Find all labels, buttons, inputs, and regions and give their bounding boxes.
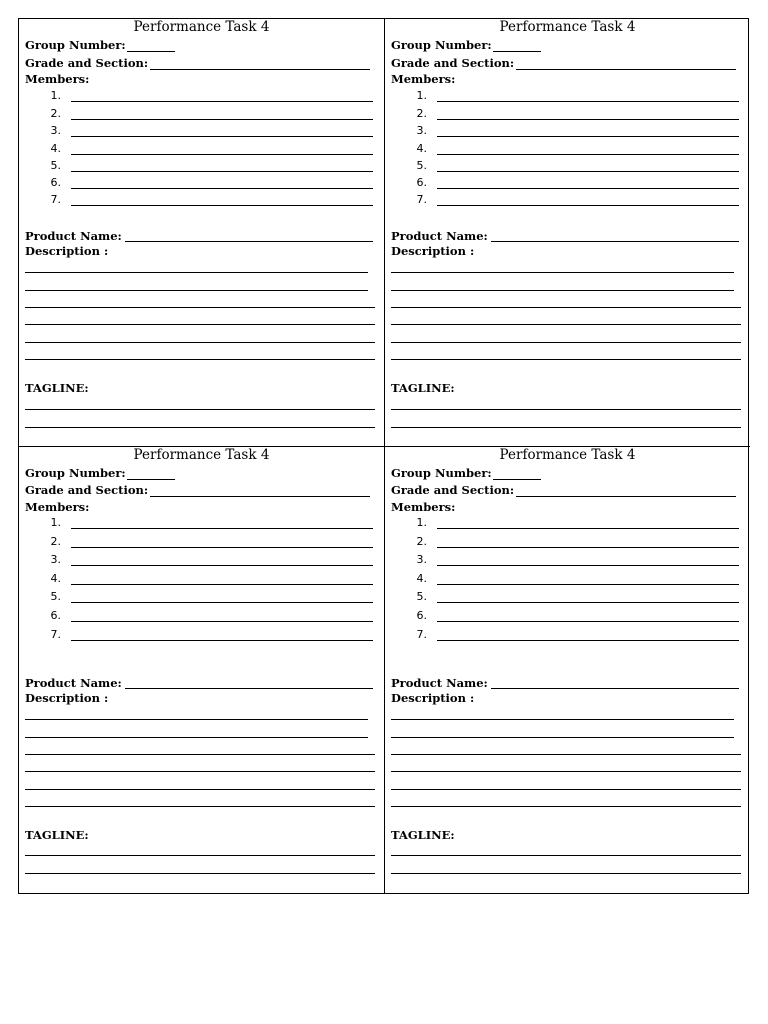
description-line[interactable] — [391, 324, 741, 325]
member-number: 2. — [416, 107, 427, 120]
member-number: 1. — [50, 516, 61, 529]
member-number: 7. — [50, 628, 61, 641]
task-card-4 — [385, 447, 750, 893]
tagline-line[interactable] — [391, 427, 741, 428]
tagline-label: TAGLINE: — [391, 828, 455, 842]
members-label: Members: — [391, 500, 456, 514]
description-line[interactable] — [25, 771, 375, 772]
description-label: Description : — [25, 691, 109, 705]
tagline-line[interactable] — [25, 873, 375, 874]
member-number: 6. — [416, 176, 427, 189]
member-blank[interactable] — [71, 171, 373, 172]
group-number-label: Group Number: — [25, 38, 126, 52]
product-name-blank[interactable] — [491, 688, 739, 689]
member-blank[interactable] — [71, 640, 373, 641]
description-line[interactable] — [25, 737, 368, 738]
description-line[interactable] — [391, 359, 741, 360]
tagline-line[interactable] — [391, 855, 741, 856]
members-label: Members: — [391, 72, 456, 86]
description-line[interactable] — [391, 290, 734, 291]
description-line[interactable] — [25, 307, 375, 308]
member-blank[interactable] — [437, 119, 739, 120]
description-line[interactable] — [25, 290, 368, 291]
member-blank[interactable] — [71, 528, 373, 529]
member-number: 3. — [50, 124, 61, 137]
member-blank[interactable] — [437, 602, 739, 603]
description-line[interactable] — [25, 789, 375, 790]
group-number-blank[interactable] — [493, 479, 541, 480]
member-number: 1. — [50, 89, 61, 102]
member-number: 7. — [50, 193, 61, 206]
member-blank[interactable] — [71, 188, 373, 189]
group-number-blank[interactable] — [493, 51, 541, 52]
description-line[interactable] — [391, 719, 734, 720]
description-line[interactable] — [391, 342, 741, 343]
card-title: Performance Task 4 — [499, 19, 636, 35]
member-blank[interactable] — [437, 528, 739, 529]
member-blank[interactable] — [71, 101, 373, 102]
grade-section-label: Grade and Section: — [391, 56, 515, 70]
member-blank[interactable] — [437, 584, 739, 585]
product-name-label: Product Name: — [25, 229, 122, 243]
member-blank[interactable] — [437, 565, 739, 566]
member-blank[interactable] — [437, 101, 739, 102]
tagline-line[interactable] — [391, 873, 741, 874]
task-card-1 — [19, 19, 385, 447]
task-card-3 — [19, 447, 385, 893]
member-blank[interactable] — [71, 621, 373, 622]
grade-section-blank[interactable] — [150, 69, 370, 70]
grade-section-blank[interactable] — [150, 496, 370, 497]
description-line[interactable] — [391, 771, 741, 772]
member-number: 7. — [416, 193, 427, 206]
member-number: 2. — [50, 535, 61, 548]
member-number: 6. — [50, 609, 61, 622]
grade-section-label: Grade and Section: — [25, 56, 149, 70]
member-blank[interactable] — [437, 154, 739, 155]
members-label: Members: — [25, 72, 90, 86]
description-line[interactable] — [391, 754, 741, 755]
description-line[interactable] — [391, 789, 741, 790]
member-blank[interactable] — [71, 584, 373, 585]
description-label: Description : — [391, 244, 475, 258]
member-number: 6. — [416, 609, 427, 622]
members-label: Members: — [25, 500, 90, 514]
product-name-blank[interactable] — [491, 241, 739, 242]
member-number: 4. — [50, 572, 61, 585]
description-line[interactable] — [391, 272, 734, 273]
member-blank[interactable] — [71, 154, 373, 155]
member-number: 5. — [50, 590, 61, 603]
member-blank[interactable] — [437, 205, 739, 206]
member-blank[interactable] — [71, 136, 373, 137]
worksheet-grid — [18, 18, 749, 894]
member-number: 4. — [50, 142, 61, 155]
member-number: 2. — [416, 535, 427, 548]
tagline-label: TAGLINE: — [25, 828, 89, 842]
product-name-blank[interactable] — [125, 688, 373, 689]
description-line[interactable] — [391, 737, 734, 738]
description-line[interactable] — [25, 342, 375, 343]
group-number-label: Group Number: — [391, 466, 492, 480]
group-number-blank[interactable] — [127, 479, 175, 480]
member-number: 7. — [416, 628, 427, 641]
member-blank[interactable] — [437, 547, 739, 548]
member-number: 1. — [416, 89, 427, 102]
member-blank[interactable] — [437, 640, 739, 641]
member-blank[interactable] — [437, 621, 739, 622]
member-number: 5. — [416, 159, 427, 172]
card-title: Performance Task 4 — [133, 447, 270, 463]
member-blank[interactable] — [437, 188, 739, 189]
tagline-label: TAGLINE: — [25, 381, 89, 395]
product-name-label: Product Name: — [391, 676, 488, 690]
tagline-line[interactable] — [25, 855, 375, 856]
member-number: 3. — [416, 124, 427, 137]
grade-section-label: Grade and Section: — [25, 483, 149, 497]
member-blank[interactable] — [71, 119, 373, 120]
description-line[interactable] — [391, 806, 741, 807]
member-number: 3. — [50, 553, 61, 566]
tagline-label: TAGLINE: — [391, 381, 455, 395]
tagline-line[interactable] — [25, 409, 375, 410]
member-blank[interactable] — [71, 205, 373, 206]
description-label: Description : — [25, 244, 109, 258]
member-blank[interactable] — [437, 171, 739, 172]
grade-section-blank[interactable] — [516, 69, 736, 70]
card-title: Performance Task 4 — [133, 19, 270, 35]
card-title: Performance Task 4 — [499, 447, 636, 463]
product-name-label: Product Name: — [25, 676, 122, 690]
description-line[interactable] — [25, 324, 375, 325]
description-line[interactable] — [25, 806, 375, 807]
description-line[interactable] — [25, 359, 375, 360]
grade-section-blank[interactable] — [516, 496, 736, 497]
member-blank[interactable] — [437, 136, 739, 137]
grade-section-label: Grade and Section: — [391, 483, 515, 497]
description-line[interactable] — [391, 307, 741, 308]
tagline-line[interactable] — [25, 427, 375, 428]
member-number: 1. — [416, 516, 427, 529]
description-line[interactable] — [25, 272, 368, 273]
description-label: Description : — [391, 691, 475, 705]
product-name-blank[interactable] — [125, 241, 373, 242]
member-number: 5. — [50, 159, 61, 172]
member-number: 3. — [416, 553, 427, 566]
group-number-label: Group Number: — [391, 38, 492, 52]
member-number: 4. — [416, 142, 427, 155]
member-number: 6. — [50, 176, 61, 189]
member-blank[interactable] — [71, 565, 373, 566]
description-line[interactable] — [25, 754, 375, 755]
member-number: 4. — [416, 572, 427, 585]
product-name-label: Product Name: — [391, 229, 488, 243]
task-card-2 — [385, 19, 750, 447]
group-number-blank[interactable] — [127, 51, 175, 52]
member-number: 5. — [416, 590, 427, 603]
description-line[interactable] — [25, 719, 368, 720]
group-number-label: Group Number: — [25, 466, 126, 480]
tagline-line[interactable] — [391, 409, 741, 410]
member-number: 2. — [50, 107, 61, 120]
member-blank[interactable] — [71, 547, 373, 548]
member-blank[interactable] — [71, 602, 373, 603]
